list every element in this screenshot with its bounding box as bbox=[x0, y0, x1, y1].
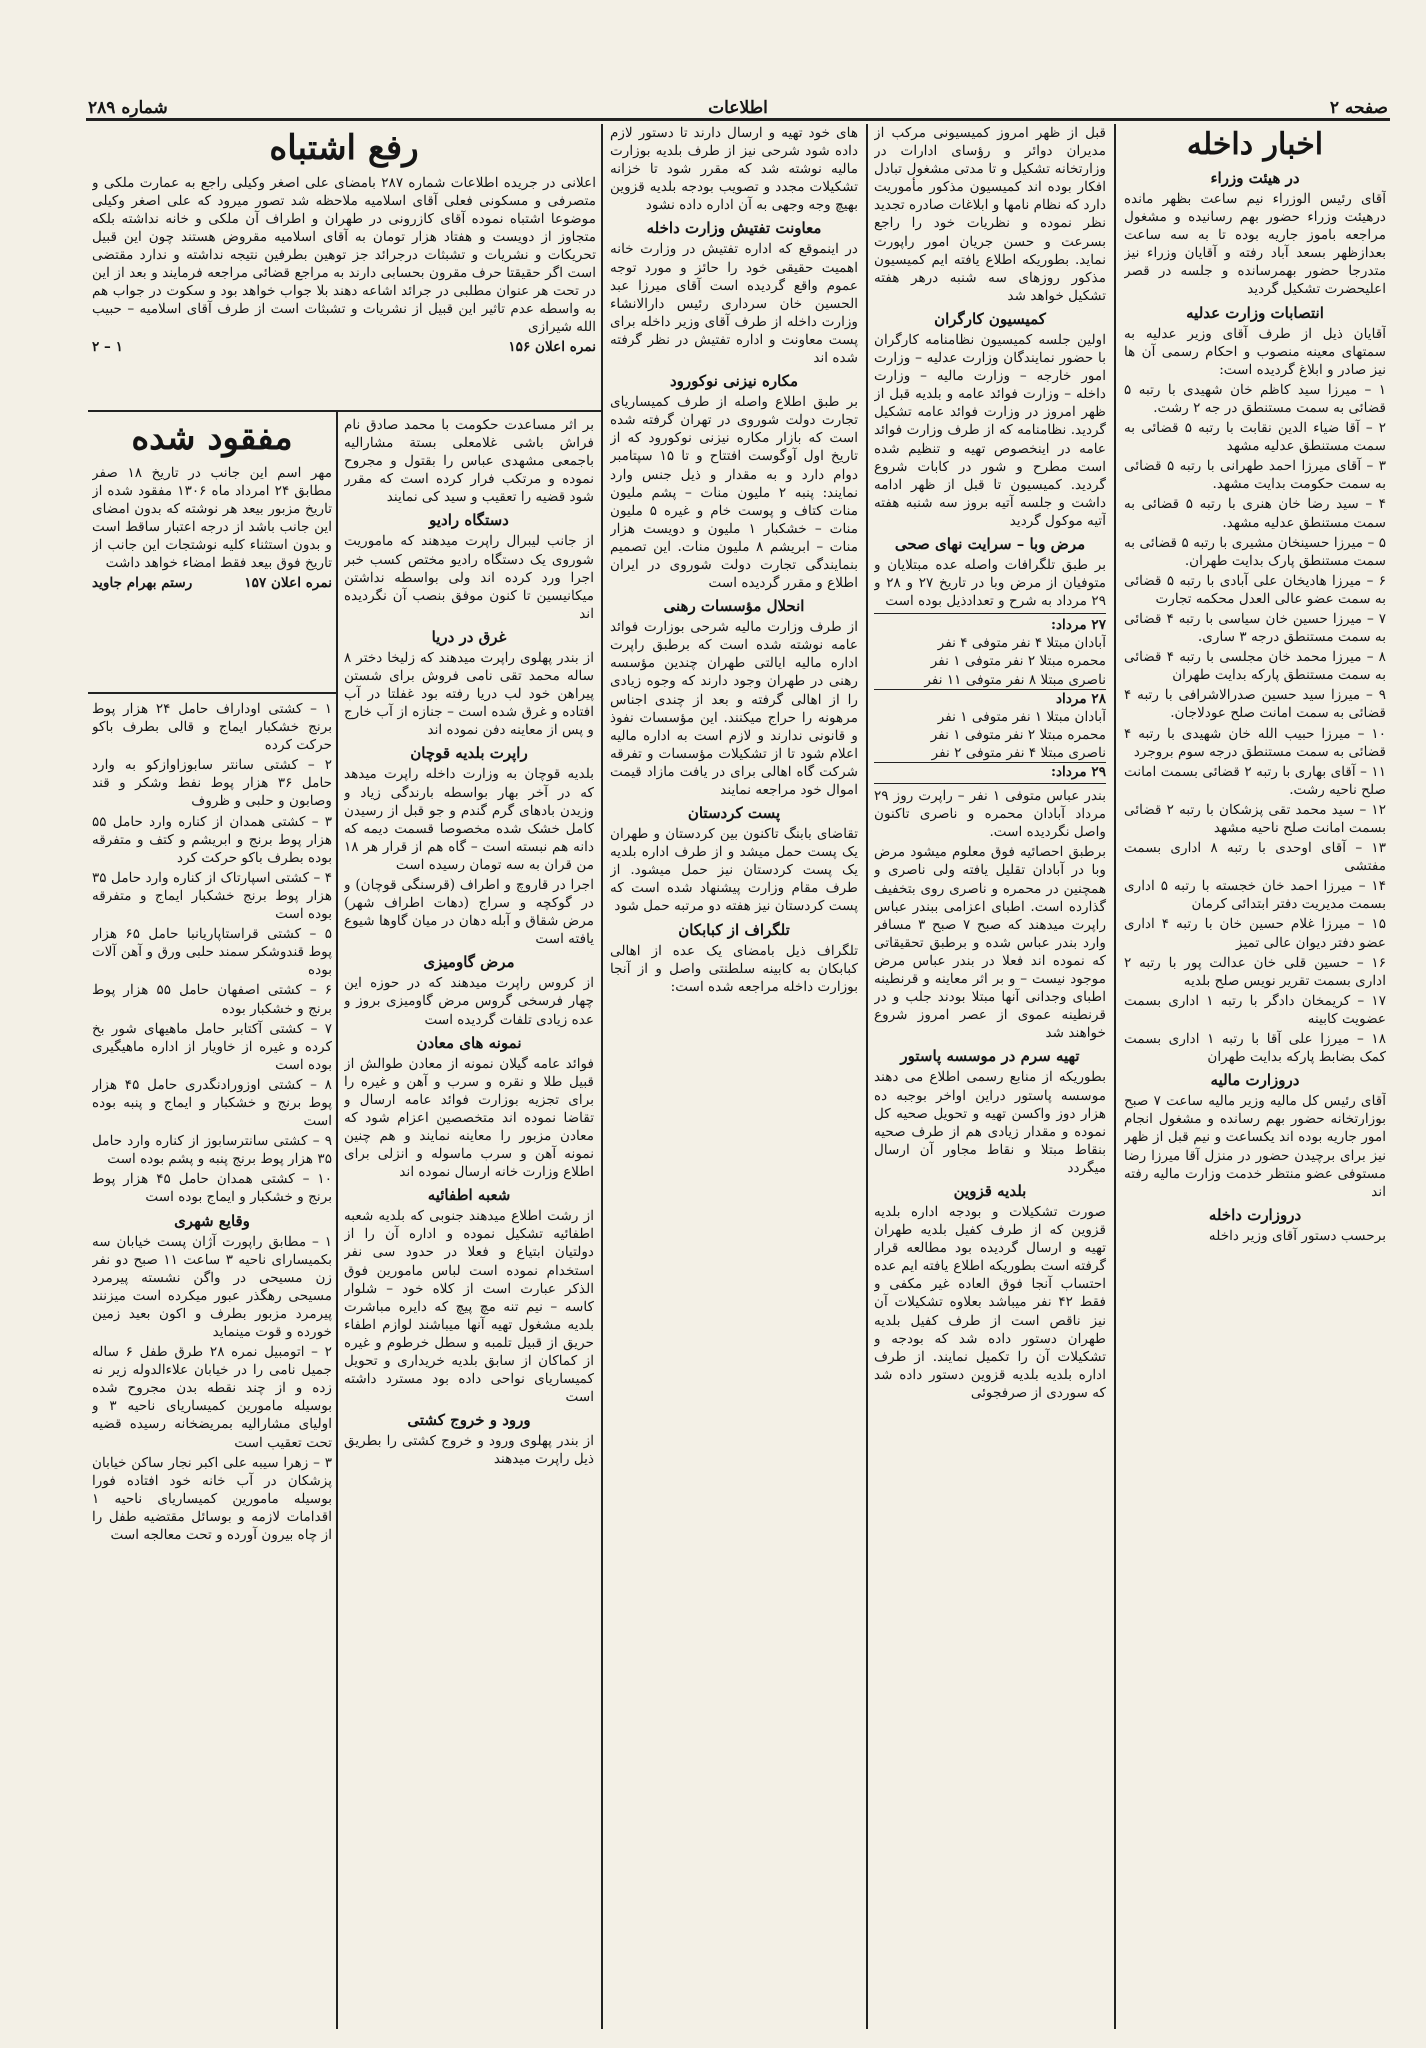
list-item: ۴ – سید رضا خان هنری با رتبه ۵ قضائی به سمت مستنطق عدلیه مشهد. bbox=[1124, 496, 1386, 531]
list-item: ۱۷ – کریمخان دادگر با رتبه ۱ اداری بسمت عضویت کابینه bbox=[1124, 992, 1386, 1027]
column-rule bbox=[601, 124, 603, 2029]
list-item: ۳ – زهرا سیبه علی اکبر نجار ساکن خیابان پزشکان در آب خانه خود افتاده فورا بوسیله مامورین کمیساریای ناحیه ۱ اقدامات لازمه و بوسائل مقتضیه طفل را از چاه بیرون آورده و تحت معالجه است bbox=[92, 1454, 332, 1544]
article-text: از کروس راپرت میدهند که در حوزه این چهار فرسخی گروس مرض گاومیزی بروز و عده زیادی تلفات گردیده است bbox=[344, 975, 594, 1028]
headline: شعبه اطفائیه bbox=[427, 1186, 511, 1205]
list-item: ۸ – میرزا محمد خان مجلسی با رتبه ۴ قضائی به سمت مستنطق پارکه بدایت طهران bbox=[1124, 649, 1386, 684]
ship-list bbox=[92, 700, 332, 1207]
cholera-stats-table bbox=[874, 613, 1106, 784]
headline: مرض گاومیزی bbox=[423, 953, 515, 972]
page-number: صفحه ۲ bbox=[1329, 98, 1388, 118]
headline: انتصابات وزارت عدلیه bbox=[1186, 303, 1324, 322]
list-item: ۱۰ – میرزا حبیب الله خان شهیدی با رتبه ۴ قضائی به سمت مستنطق درجه سوم بروجرد bbox=[1124, 725, 1386, 760]
stat-date: ۲۹ مرداد: bbox=[874, 762, 1106, 781]
column-rule bbox=[866, 124, 868, 2029]
list-item: ۱ – کشتی اوداراف حامل ۲۴ هزار پوط برنج خشکبار ایماج و قالی بطرف باکو حرکت کرده bbox=[92, 701, 332, 754]
headline: نمونه های معادن bbox=[416, 1033, 522, 1052]
headline: پست کردستان bbox=[687, 804, 781, 823]
headline: تلگراف از کبابکان bbox=[678, 920, 790, 939]
article-text: های خود تهیه و ارسال دارند تا دستور لازم داده شود شرحی نیز از طرف بلدیه بوزارت مالیه نوشته شد که مقرر شود تا خزانه تشکیلات مجدد و تصویب بودجه بلدیه قزوین بهیچ وجه وجهی به آن اداره داده نشود bbox=[610, 125, 858, 214]
headline: غرق در دریا bbox=[431, 627, 507, 646]
list-item: ۵ – کشتی قراستاپاریانبا حامل ۶۵ هزار پوط قندوشکر سمند حلبی ورق و آهن آلات بوده bbox=[92, 926, 332, 979]
list-item: ۱۱ – آقای بهاری با رتبه ۲ قضائی بسمت امانت صلح ناحیه رشت. bbox=[1124, 763, 1386, 798]
list-item: ۲ – آقا ضیاء الدین نقابت با رتبه ۵ قضائی به سمت مستنطق عدلیه مشهد bbox=[1124, 420, 1386, 455]
column-provinces bbox=[344, 416, 594, 2024]
headline: دروزارت داخله bbox=[1208, 1205, 1302, 1224]
stat-date: ۲۸ مرداد bbox=[874, 689, 1106, 708]
stat-row: محمره مبتلا ۲ نفر متوفی ۱ نفر bbox=[930, 653, 1106, 670]
list-item: ۱۰ – کشتی همدان حامل ۴۵ هزار پوط برنج و خشکبار و ایماج بوده است bbox=[92, 1171, 332, 1206]
column-rule bbox=[1114, 124, 1116, 2029]
notice-signature: رستم بهرام جاوید bbox=[92, 575, 193, 591]
notice-footer bbox=[92, 574, 332, 592]
article-text: فوائد عامه گیلان نمونه از معادن طوالش از قبیل طلا و نقره و سرب و آهن و غیره را برای تجزیه بوزارت فوائد عامه ارسال و تقاضا نموده اند متخصصین اعزام شود که معادن مزبور را معاینه نمایند و هم چنین نمونه آهن و سرب ماسوله و انزلی برای اطلاع وزارت خانه ارسال نموده اند bbox=[344, 1055, 594, 1181]
list-item: ۲ – اتومبیل نمره ۲۸ طرق طفل ۶ ساله جمیل نامی را در خیابان علاءالدوله زیر نه زده و از چند نقطه بدن مجروح شده بوسیله مامورین کمیساریای ناحیه ۳ و اولیای مشارالیه بمریضخانه رسیده قضیه تحت تعقیب است bbox=[92, 1344, 332, 1451]
article-text: قبل از ظهر امروز کمیسیونی مرکب از مدیران دوائر و رؤسای ادارات در وزارتخانه تشکیل و تا مدتی مشغول تبادل افکار بوده اند کمیسیون مذکور مأموریت دارد که نظام نامها و ابلاغات صادره تجدید نظر نموده و نظریات خود را راجع بسرعت و حسن جریان امور راپورت نماید. بطوریکه اطلاع یافته ایم کمیسیون مذکور روزهای سه شنبه درهر هفته تشکیل خواهد شد bbox=[874, 125, 1106, 304]
headline: تهیه سرم در موسسه پاستور bbox=[900, 1047, 1080, 1066]
list-item: ۱۸ – میرزا علی آقا با رتبه ۱ اداری بسمت کمک بضابط پارکه بدایت طهران bbox=[1124, 1031, 1386, 1066]
list-item: ۳ – کشتی همدان از کناره وارد حامل ۵۵ هزار پوط برنج و ابریشم و کتف و متفرقه بوده بطرف باکو حرکت کرد bbox=[92, 813, 332, 866]
list-item: ۱ – مطابق راپورت آژان پست خیابان سه بکمیسارای ناحیه ۳ ساعت ۱۱ صبح دو نفر زن مسیحی در واگن نشسته پیرمرد مسیحی رهگذر عبور میکرده است میزنند پیرمرد مزبور بطرف و اکون بعید زمین خورده و قوت مینماید bbox=[92, 1233, 332, 1340]
article-text: بلدیه قوچان به وزارت داخله راپرت میدهد که در آخر بهار بواسطه بارندگی زیاد و وزیدن بادهای گرم گندم و جو قبل از رسیدن کامل خشک شده مخصوصا قسمت دیمه که دانه هم نبسته است – گاه هم از قرار هر ۱۸ من قران به سه تومان رسیده است bbox=[344, 766, 594, 873]
headline: بلدیه قزوین bbox=[953, 1181, 1027, 1200]
stat-row: ناصری مبتلا ۸ نفر متوفی ۱۱ نفر bbox=[924, 671, 1106, 688]
column-ships-events bbox=[92, 700, 332, 2024]
stat-date: ۲۷ مرداد: bbox=[1050, 617, 1106, 634]
notice-footer bbox=[92, 338, 596, 356]
column-rule bbox=[336, 412, 338, 2029]
list-item: ۳ – آقای میرزا احمد طهرانی با رتبه ۵ قضائی به سمت حکومت بدایت مشهد. bbox=[1124, 458, 1386, 493]
stat-row: محمره مبتلا ۲ نفر متوفی ۱ نفر bbox=[930, 726, 1106, 743]
list-item: ۹ – میرزا سید حسین صدرالاشرافی با رتبه ۴ قضائی به سمت امانت صلح عودلاجان. bbox=[1124, 687, 1386, 722]
list-item: ۶ – میرزا هادیخان علی آبادی با رتبه ۵ قضائی به سمت عضو عالی العدل محکمه تجارت bbox=[1124, 572, 1386, 607]
city-events-list bbox=[92, 1233, 332, 1545]
headline: وقایع شهری bbox=[174, 1211, 250, 1230]
list-item: ۶ – کشتی اصفهان حامل ۵۵ هزار پوط برنج و خشکبار بوده bbox=[92, 982, 332, 1017]
article-text: در اینموقع که اداره تفتیش در وزارت خانه اهمیت حقیقی خود را حائز و مورد توجه عموم واقع گردیده است آقای میرزا عبد الحسین خان سرداری رئیس دارالانشاء وزارت داخله از طرف آقای وزیر داخله برای پست معاونت و اداره تفتیش در نظر گرفته شده اند bbox=[610, 241, 858, 367]
list-item: ۸ – کشتی اوزورادنگدری حامل ۴۵ هزار پوط برنج و خشکبار و ایماج و پنبه بوده است bbox=[92, 1076, 332, 1130]
article-text: بر اثر مساعدت حکومت با محمد صادق نام فراش باشی غلامعلی بستة مشارالیه باجمعی مشهدی عباس را بقتول و مجروح نموده و مرتکب فرار کرده است که مقرر شود قضیه را تعقیب و سید کی نمایند bbox=[344, 417, 594, 506]
article-text: بر طبق تلگرافات واصله عده مبتلایان و متوفیان از مرض وبا در تاریخ ۲۷ و ۲۸ و ۲۹ مرداد به شرح و تعدادذیل بوده است bbox=[874, 556, 1106, 610]
notice-text: اعلانی در جریده اطلاعات شماره ۲۸۷ بامضای علی اصغر وکیلی راجع به عمارت ملکی و متصرفی و مسکونی فعلی آقای اسلامیه ملاحظه شد تصور میرود که علی اصغر وکیلی موضوعا اشتباه نموده آقای کازرونی در طهران و اطراف آن ملکی و خانه نداشته بلکه متجاوز از دویست و هفتاد هزار تومان به آقای اسلامیه مقروض هستند چون این قبیل تحریکات و نشریات و تشبثات درجرائد جز توهین بطرفین نتیجه نداشته و ندارد مقتضی است اگر حقیقتا حرف مقرون بحسابی دارند به مراجع قضائی مراجعه فرمایند و بعد از این در تحت هر عنوان مطلبی در جرائد اشاعه دهند بلا جواب خواهد بود و سکوت در جواب هم به واسطه عدم تاثیر این قبیل از نشریات و تشبثات است از طرف آقای اسلامیه – حبیب الله شیرازی bbox=[92, 175, 596, 335]
article-text: از بندر پهلوی راپرت میدهند که زلیخا دختر ۸ ساله محمد تقی نامی فروش برای شستن پیراهن خود لب دریا رفته بود غفلتا در آب افتاده و غرق شده است – جنازه از آب خارج و پس از معاینه دفن نموده اند bbox=[344, 649, 594, 739]
article-text: برطبق احصائیه فوق معلوم میشود مرض وبا در آبادان تقلیل یافته ولی ناصری و همچنین در محمره و ناصری روی بتخفیف گذارده است. اطبای اعزامی ببندر عباس راپرت میدهند که صبح ۷ صبح ۳ مسافر وارد بندر عباس شده و برطبق تحقیقاتی که نموده اند فعلا در بندر عباس مرض موجود نیست – و بر اثر معاینه و قرنطینه اطبای وجدانی آنها مبتلا بودند جلب و در قرنطینه عموی از عصر امروز شروع خواهند شد bbox=[874, 844, 1106, 1042]
list-item: ۱ – میرزا سید کاظم خان شهیدی با رتبه ۵ قضائی به سمت مستنطق در جه ۲ رشت. bbox=[1124, 381, 1386, 416]
stat-row: آبادان مبتلا ۴ نفر متوفی ۴ نفر bbox=[937, 635, 1106, 652]
article-text: اجرا در قاروچ و اطراف (قرسنگی قوچان) و در گوکچه و سراج (دهات اطراف شهر) مرض شقاق و آبله دهان در میان گاوها شیوع یافته است bbox=[344, 876, 594, 948]
article-text: از جانب لیبرال راپرت میدهند که ماموریت شوروی یک دستگاه رادیو مختص کسب خبر اجرا ورد کرده اند ولی بواسطه نداشتن میکانیسین تا کنون موفق بنصب آن نگردیده اند bbox=[344, 533, 594, 622]
notice-number: نمره اعلان ۱۵۷ bbox=[244, 575, 332, 591]
headline: راپرت بلدیه قوچان bbox=[410, 744, 528, 763]
headline: انحلال مؤسسات رهنی bbox=[663, 597, 805, 616]
article-text: از بندر پهلوی ورود و خروج کشتی را بطریق ذیل راپرت میدهند bbox=[344, 1433, 594, 1468]
headline: در هیئت وزراء bbox=[1210, 169, 1300, 187]
list-item: ۴ – کشتی اسپارتاک از کناره وارد حامل ۳۵ هزار پوط برنج خشکبار ایماج و متفرقه بوده است bbox=[92, 869, 332, 923]
article-text: از رشت اطلاع میدهند جنوبی که بلدیه شعبه اطفائیه تشکیل نموده و اداره آن را از دولتیان ابتیاع و فعلا در حدود سی نفر استخدام نموده است لباس مامورین فوق الذکر عبارت است از کلاه خود – شلوار کاسه – نیم تنه مچ پیچ که دایره مباشرت بلدیه مشغول تهیه آنها میباشند لوازم اطفاء حریق از قبیل تلمبه و سطل خرطوم و غیره از کماکان از سابق بلدیه خریداری و تحویل کمیساریای نواحی داده بود مسترد داشته است bbox=[344, 1208, 594, 1406]
section-rule bbox=[88, 692, 336, 694]
notice-title: مفقود شده bbox=[131, 418, 293, 458]
headline: معاونت تفتیش وزارت داخله bbox=[646, 219, 822, 238]
article-text: از طرف وزارت مالیه شرحی بوزارت فوائد عامه نوشته شده است که برطبق راپرت اداره مالیه ایالتی طهران چندین مؤسسه رهنی در طهران وجود دارند که وجوه زیادی را از اهالی گرفته و بعد از چندی اجناس مرهونه را حراج میکنند. این مؤسسات نفوذ و قانونی ندارند و لازم است به اداره مالیه اعلام شود تا از تشکیلات مؤسسات و تفرقه شرکت گاه اهالی برای در یافت مازاد قیمت اموال خود مراجعه نمایند bbox=[610, 619, 858, 798]
list-item: ۵ – میرزا حسینخان مشیری با رتبه ۵ قضائی به سمت مستنطق پارک بدایت طهران. bbox=[1124, 534, 1386, 569]
column-commissions bbox=[874, 124, 1106, 2024]
article-text: صورت تشکیلات و بودجه اداره بلدیه قزوین که از طرف کفیل بلدیه طهران تهیه و ارسال گردیده بود مطالعه قرار گرفته است بطوریکه اطلاع یافته ایم عده احتساب آنجا فوق العاده غیر مکفی و فقط ۴۲ نفر میباشد بعلاوه تشکیلات آن نیز ناقص است از طرف کفیل بلدیه طهران دستور داده شد که بودجه و تشکیلات آن را تکمیل نمایند. از طرف اداره بلدیه بلدیه قزوین دستور داده شد که سوردی از صرفجوئی bbox=[874, 1203, 1106, 1401]
article-text: بطوریکه از منابع رسمی اطلاع می دهند موسسه پاستور دراین اواخر بوجبه ده هزار دوز واکسن تهیه و تحویل صحیه کل نموده و مقدار زیادی هم از طرف صحیه بنقاط مبتلا و نقاط مجاور آن ارسال میگردد bbox=[874, 1069, 1106, 1176]
article-text: اولین جلسه کمیسیون نظامنامه کارگران با حضور نمایندگان وزارت عدلیه – وزارت امور خارجه – وزارت مالیه – وزارت داخله – وزارت فوائد عامه و بلدیه قبل از ظهر امروز در وزارت فوائد عامه تشکیل گردید. نظامنامه که از طرف وزارت فوائد عامه در اینخصوص تهیه و تنظیم شده است مطرح و شور در کابات شروع گردید. کمیسیون تا قبل از ظهر ادامه داشت و جلسه آتیه بروز سه شنبه هفته آتیه موکول گردید bbox=[874, 331, 1106, 529]
article-text: تلگراف ذیل بامضای یک عده از اهالی کبابکان به کابینه سلطنتی واصل و از آنجا بوزارت داخله مراجعه شده است: bbox=[610, 942, 858, 995]
list-item: ۱۴ – میرزا احمد خان خجسته با رتبه ۵ اداری بسمت مدیریت دفتر ابتدائی کرمان bbox=[1124, 878, 1386, 913]
stat-row: آبادان مبتلا ۱ نفر متوفی ۱ نفر bbox=[937, 708, 1106, 725]
headline: ورود و خروج کشتی bbox=[407, 1411, 531, 1430]
notice-number: نمره اعلان ۱۵۶ bbox=[508, 339, 596, 355]
headline: مکاره نیزنی نوکورود bbox=[669, 372, 799, 391]
list-item: ۱۳ – آقای اوحدی با رتبه ۸ اداری بسمت مفتشی bbox=[1124, 840, 1386, 875]
column-interior bbox=[610, 124, 858, 2024]
column-domestic-news bbox=[1124, 124, 1386, 2024]
correction-notice bbox=[92, 128, 596, 406]
article-text: بر طبق اطلاع واصله از طرف کمیساریای تجارت دولت شوروی در تهران گرفته شده است که بازار مکاره نیزنی نوکورود که از تاریخ اول آوگوست افتتاح و تا ۱۵ سپتامبر دوام دارد و به مقدار و ذیل جنس وارد نمایند: پنبه ۲ ملیون منات – پشم ملیون منات کتاف و پوست خام و غیره ۵ ملیون منات – خشکبار ۱ ملیون و دویست هزار منات – ابریشم ۸ ملیون منات. این تصمیم بنمایندگی تجارت دولت شوروی در ایران اطلاع و مقرر گردیده است bbox=[610, 394, 858, 592]
headline: کمیسیون کارگران bbox=[934, 309, 1046, 328]
article-text: آقای رئیس الوزراء نیم ساعت بظهر مانده درهیئت وزراء حضور بهم رسانیده و مشغول مراجعه باموز جاریه بوده تا به سه ساعت بعدازظهر بسعد آباد رفته و آقایان وزراء نیز متدرجا حضور بهمرسانده و جلسه در قصر اعلیحضرت تشکیل گردید bbox=[1124, 191, 1386, 298]
article-text: آقایان ذیل از طرف آقای وزیر عدلیه به سمتهای معینه منصوب و احکام رسمی آن ها نیز صادر و ابلاغ گردیده است: bbox=[1124, 325, 1386, 378]
list-item: ۷ – کشتی آکتابر حامل ماهیهای شور بخ کرده و غیره از خاویار از اداره ماهیگیری بوده است bbox=[92, 1020, 332, 1073]
list-item: ۷ – میرزا حسین خان سیاسی با رتبه ۴ قضائی به سمت مستنطق درجه ۳ ساری. bbox=[1124, 610, 1386, 646]
issue-number: شماره ۲۸۹ bbox=[88, 98, 168, 118]
appointment-list bbox=[1124, 381, 1386, 1066]
lost-notice bbox=[92, 418, 332, 688]
newspaper-name: اطلاعات bbox=[708, 98, 768, 118]
notice-text: مهر اسم این جانب در تاریخ ۱۸ صفر مطابق ۲۴ امرداد ماه ۱۳۰۶ مفقود شده از تاریخ مزبور بیعد هر نوشته که بدون امضای این جانب باشد از درجه اعتبار ساقط است و بدون استثناء کلیه نوشتجات این جانب از تاریخ فوق بیعد فقط امضاء خواهد داشت bbox=[92, 465, 332, 571]
header-rule bbox=[86, 118, 1390, 121]
article-text: آقای رئیس کل مالیه وزیر مالیه ساعت ۷ صبح بوزارتخانه حضور بهم رسانده و مشغول انجام امور جاریه بوده اند یکساعت و نیم قبل از ظهر نیز برای برچیدن حضور در منزل آقا میرزا رضا مستوفی عضو منتظر خدمت وزارت مالیه رفته اند bbox=[1124, 1093, 1386, 1200]
headline: دروزارت مالیه bbox=[1210, 1071, 1300, 1090]
section-title: اخبار داخله bbox=[1186, 127, 1324, 162]
list-item: ۱۲ – سید محمد تقی پزشکان با رتبه ۲ قضائی بسمت امانت صلح ناحیه مشهد bbox=[1124, 801, 1386, 836]
article-text: تقاضای بابنگ تاکنون بین کردستان و طهران یک پست حمل میشد و از طرف اداره بلدیه یک پست کردستان نیز حمل میشود. از طرف مقام وزارت پیشنهاد شده است که پست کردستان نیز هفته دو مرتبه حمل شود bbox=[610, 826, 858, 915]
headline: مرض وبا – سرایت نهای صحی bbox=[894, 534, 1086, 553]
list-item: ۱۵ – میرزا غلام حسین خان با رتبه ۴ اداری عضو دفتر دیوان عالی تمیز bbox=[1124, 916, 1386, 951]
list-item: ۹ – کشتی سانترسابوز از کناره وارد حامل ۳۵ هزار پوط برنج پنبه و پشم بوده است bbox=[92, 1133, 332, 1168]
stat-row: ناصری مبتلا ۴ نفر متوفی ۲ نفر bbox=[931, 744, 1106, 761]
section-rule bbox=[88, 410, 601, 412]
notice-title: رفع اشتباه bbox=[269, 128, 419, 168]
notice-index: ۱ – ۲ bbox=[92, 339, 123, 355]
article-text: بندر عباس متوفی ۱ نفر – راپرت روز ۲۹ مرداد آبادان محمره و ناصری تاکنون واصل نگردیده است. bbox=[874, 788, 1106, 841]
article-text: برحسب دستور آقای وزیر داخله bbox=[1208, 1227, 1386, 1244]
headline: دستگاه رادیو bbox=[429, 511, 509, 530]
list-item: ۱۶ – حسین قلی خان عدالت پور با رتبه ۲ اداری بسمت تقریر نویس صلح بلدیه bbox=[1124, 954, 1386, 989]
list-item: ۲ – کشتی سانتر سابوزاوازکو به وارد حامل ۳۶ هزار پوط نفط وشکر و قند وصابون و حلبی و ظروف bbox=[92, 757, 332, 810]
